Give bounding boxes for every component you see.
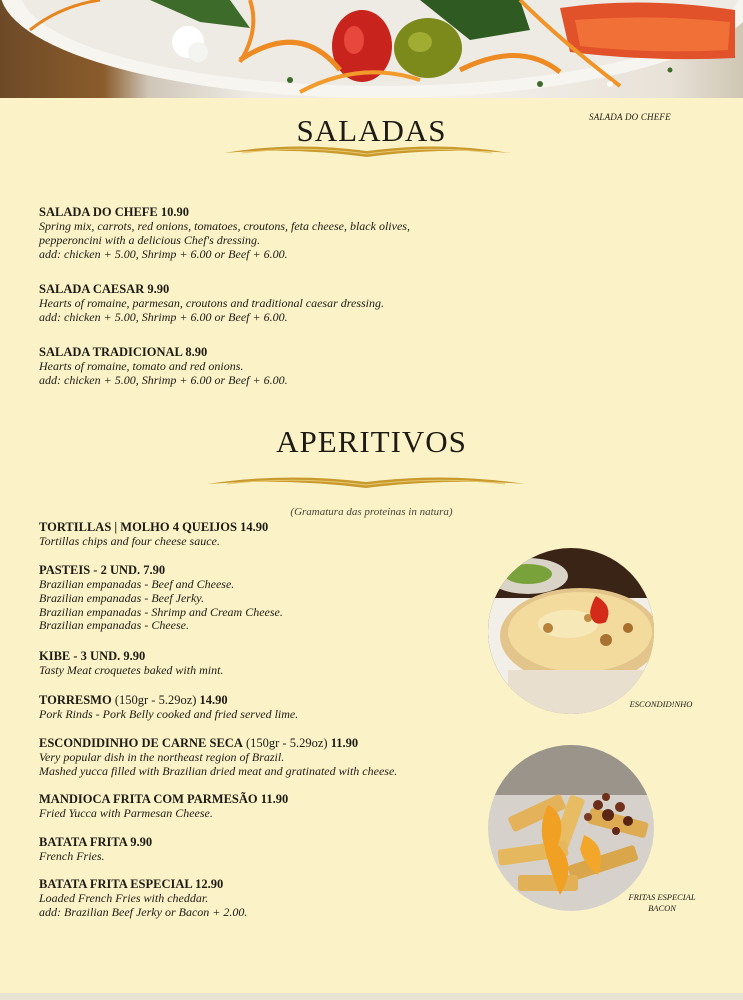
item-description: add: chicken + 5.00, Shrimp + 6.00 or Beef + 6.00. (39, 372, 288, 387)
item-name: PASTEIS - 2 UND. 7.90 (39, 563, 166, 577)
item-description: add: chicken + 5.00, Shrimp + 6.00 or Beef + 6.00. (39, 309, 288, 324)
item-name: TORRESMO (39, 693, 112, 707)
item-description: pepperoncini with a delicious Chef's dressing. (39, 232, 260, 247)
escondidinho-photo-caption: ESCONDID!NHO (629, 699, 693, 709)
item-name: KIBE - 3 UND. 9.90 (39, 649, 146, 663)
item-name: SALADA CAESAR 9.90 (39, 282, 170, 296)
item-description: Very popular dish in the northeast region of Brazil. (39, 750, 285, 764)
menu-item-batata-frita (39, 835, 489, 864)
item-name-line (39, 693, 489, 708)
protein-weight-note: (Gramatura das proteinas in natura) (290, 506, 453, 518)
menu-item-mandioca-frita (39, 792, 489, 821)
item-name: MANDIOCA FRITA COM PARMESÃO 11.90 (39, 792, 289, 806)
menu-item-tortillas (39, 520, 489, 549)
item-description: Hearts of romaine, tomato and red onions. (39, 359, 244, 373)
saladas-title: SALADAS (296, 113, 447, 148)
item-description: Fried Yucca with Parmesan Cheese. (39, 806, 213, 820)
menu-item-torresmo (39, 693, 489, 722)
item-description: Tortillas chips and four cheese sauce. (39, 534, 220, 548)
item-description: French Fries. (39, 849, 105, 863)
fritas-especial-photo (488, 745, 654, 911)
item-name-line (39, 736, 489, 751)
aperitivos-title: APERITIVOS (276, 424, 467, 459)
item-weight: (150gr - 5.29oz) (111, 693, 197, 707)
item-description: Tasty Meat croquetes baked with mint. (39, 663, 224, 677)
item-description: add: chicken + 5.00, Shrimp + 6.00 or Beef + 6.00. (39, 246, 288, 261)
item-weight: (150gr - 5.29oz) (242, 736, 328, 750)
menu-item-salada-do-chefe (39, 205, 489, 261)
item-description: Hearts of romaine, parmesan, croutons and traditional caesar dressing. (39, 296, 384, 310)
item-name: SALADA TRADICIONAL 8.90 (39, 345, 208, 359)
menu-item-pasteis (39, 563, 489, 633)
menu-item-kibe (39, 649, 489, 678)
fritas-photo-caption-line1: FRITAS ESPECIAL (628, 892, 696, 902)
header-photo-caption: SALADA DO CHEFE (589, 112, 671, 122)
item-description: Brazilian empanadas - Beef and Cheese. (39, 577, 235, 591)
item-description: Pork Rinds - Pork Belly cooked and fried served lime. (39, 707, 299, 721)
item-price: 11.90 (327, 736, 359, 750)
item-price: 14.90 (196, 693, 228, 707)
fritas-photo-caption-line2: BACON (648, 903, 676, 913)
item-name: BATATA FRITA ESPECIAL 12.90 (39, 877, 224, 891)
item-name: TORTILLAS | MOLHO 4 QUEIJOS 14.90 (39, 520, 269, 534)
item-description: Loaded French Fries with cheddar. (39, 891, 209, 905)
saladas-ornament (222, 141, 512, 163)
menu-item-salada-caesar (39, 282, 489, 325)
menu-item-escondidinho (39, 736, 489, 779)
aperitivos-ornament (205, 472, 527, 494)
salad-header-photo (0, 0, 743, 98)
item-name: BATATA FRITA 9.90 (39, 835, 153, 849)
item-name: SALADA DO CHEFE 10.90 (39, 205, 190, 219)
item-description: add: Brazilian Beef Jerky or Bacon + 2.00. (39, 904, 248, 919)
bottom-border (0, 993, 743, 1000)
item-description: Brazilian empanadas - Cheese. (39, 618, 189, 633)
menu-item-batata-frita-especial (39, 877, 489, 920)
item-description: Brazilian empanadas - Beef Jerky. (39, 590, 204, 605)
escondidinho-photo (488, 548, 654, 714)
item-name: ESCONDIDINHO DE CARNE SECA (39, 736, 243, 750)
item-description: Spring mix, carrots, red onions, tomatoes, croutons, feta cheese, black olives, (39, 219, 410, 233)
item-description: Brazilian empanadas - Shrimp and Cream Cheese. (39, 604, 283, 619)
menu-item-salada-tradicional (39, 345, 489, 388)
item-description: Mashed yucca filled with Brazilian dried meat and gratinated with cheese. (39, 763, 398, 778)
